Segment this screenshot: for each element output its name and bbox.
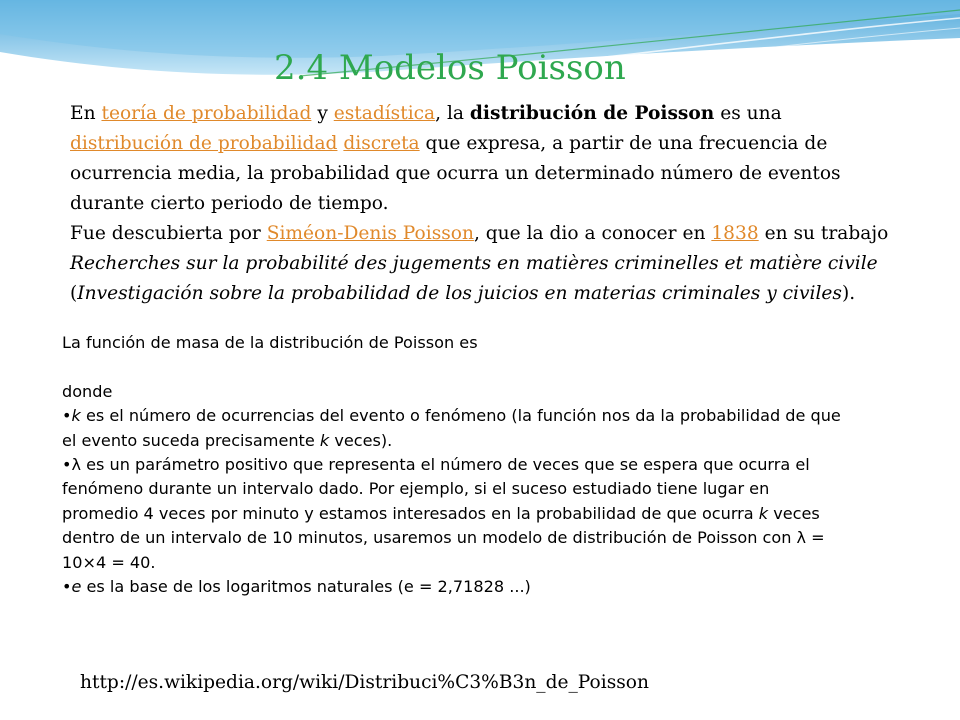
bullet-lambda-text-b: veces dentro de un intervalo de 10 minutos, usaremos un modelo de distribución de Poisson con λ = 10×4 = 40. [62,503,825,572]
work-translation: Investigación sobre la probabilidad de los juicios en materias criminales y civiles [77,283,842,304]
bullet-e-text: es la base de los logaritmos naturales (e = 2,71828 ...) [81,577,531,597]
bullet-k-text-b: veces). [329,430,393,450]
discovery-text-5: ). [841,283,856,304]
link-estadistica[interactable]: estadística [333,103,436,124]
discovery-text-1: Fue descubierta por [70,223,267,244]
var-e: e [71,577,82,597]
slide-title: 2.4 Modelos Poisson [274,48,626,88]
intro-text-1: En [70,103,102,124]
link-year-1838[interactable]: 1838 [711,223,759,244]
intro-text-3: , la [435,103,470,124]
bullet-lambda-symbol: • [62,455,72,475]
discovery-paragraph [70,219,890,309]
work-title: Recherches sur la probabilité des jugements en matières criminelles et matière civile [70,253,878,274]
intro-section [70,99,890,309]
var-k: k [71,406,81,426]
bullet-e-symbol: • [62,577,72,597]
var-k-2: k [319,430,330,450]
intro-text-6: que expresa, a partir de una frecuencia de ocurrencia media, la probabilidad que ocurra un determinado número de eventos durante cierto periodo de tiempo. [70,133,841,214]
bullet-k-text-a: es el número de ocurrencias del evento o fenómeno (la función nos da la probabilidad de que el evento suceda precisamente [62,406,841,450]
bold-term-poisson: distribución de Poisson [469,103,715,124]
bullet-k [62,404,842,453]
bullet-lambda-text-a: λ es un parámetro positivo que representa el número de veces que se espera que ocurra el fenómeno durante un intervalo dado. Por ejemplo, si el suceso estudiado tiene lugar en promedio 4 veces por minuto y estamos interesados en la probabilidad de que ocurra [62,455,810,523]
link-distribucion-probabilidad[interactable]: distribución de probabilidad [70,133,338,154]
link-teoria-probabilidad[interactable]: teoría de probabilidad [101,103,312,124]
intro-paragraph [70,99,890,219]
discovery-text-2: , que la dio a conocer en [473,223,712,244]
mass-function-intro: La función de masa de la distribución de Poisson es [62,333,478,352]
discovery-text-3: en su trabajo [758,223,889,244]
source-url: http://es.wikipedia.org/wiki/Distribuci%C3%B3n_de_Poisson [80,672,649,693]
link-discreta[interactable]: discreta [343,133,420,154]
bullet-lambda [62,453,842,575]
bullet-e [62,575,842,599]
discovery-text-4: ( [70,283,78,304]
formula-placeholder-gap [62,355,842,379]
var-k-3: k [758,503,769,523]
intro-text-4: es una [714,103,782,124]
bullet-k-symbol: • [62,406,72,426]
mass-function-section [62,331,842,599]
link-simeon-denis-poisson[interactable]: Siméon-Denis Poisson [266,223,474,244]
intro-text-2: y [311,103,334,124]
donde-label: donde [62,381,113,401]
